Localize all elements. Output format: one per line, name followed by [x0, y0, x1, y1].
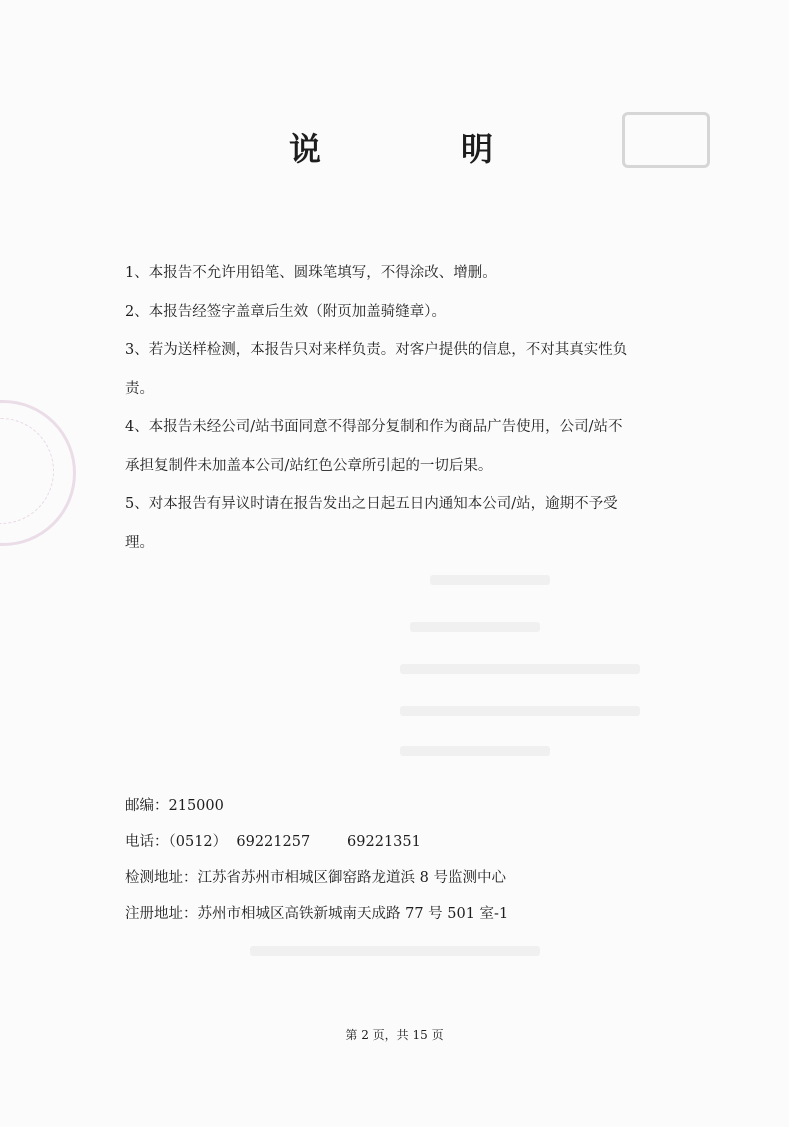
postcode: 邮编：215000 [125, 798, 224, 814]
show-through-line [430, 575, 550, 585]
title-char-left: 说 [289, 130, 324, 168]
test-address: 检测地址：江苏省苏州市相城区御窑路龙道浜 8 号监测中心 [125, 870, 506, 886]
note-line: 3、若为送样检测，本报告只对来样负责。对客户提供的信息，不对其真实性负 [125, 342, 628, 358]
show-through-line [410, 622, 540, 632]
title-char-right: 明 [461, 130, 496, 168]
note-line: 2、本报告经签字盖章后生效（附页加盖骑缝章）。 [125, 303, 446, 320]
contact-section [125, 788, 508, 932]
note-line: 承担复制件未加盖本公司/站红色公章所引起的一切后果。 [125, 457, 493, 474]
note-line: 4、本报告未经公司/站书面同意不得部分复制和作为商品广告使用，公司/站不 [125, 419, 623, 435]
note-line: 理。 [125, 534, 154, 551]
note-line: 责。 [125, 380, 154, 397]
page-footer: 第 2 页，共 15 页 [345, 1028, 444, 1042]
show-through-line [250, 946, 540, 956]
ma-mark-ghost [622, 112, 710, 168]
show-through-line [400, 746, 550, 756]
notes-section [125, 254, 665, 562]
registered-address: 注册地址：苏州市相城区高铁新城南天成路 77 号 501 室-1 [125, 906, 509, 922]
show-through-line [400, 706, 640, 716]
phone: 电话：（0512） 69221257 69221351 [125, 834, 421, 850]
note-line: 5、对本报告有异议时请在报告发出之日起五日内通知本公司/站，逾期不予受 [125, 496, 618, 512]
show-through-line [400, 664, 640, 674]
note-line: 1、本报告不允许用铅笔、圆珠笔填写，不得涂改、增删。 [125, 265, 497, 281]
